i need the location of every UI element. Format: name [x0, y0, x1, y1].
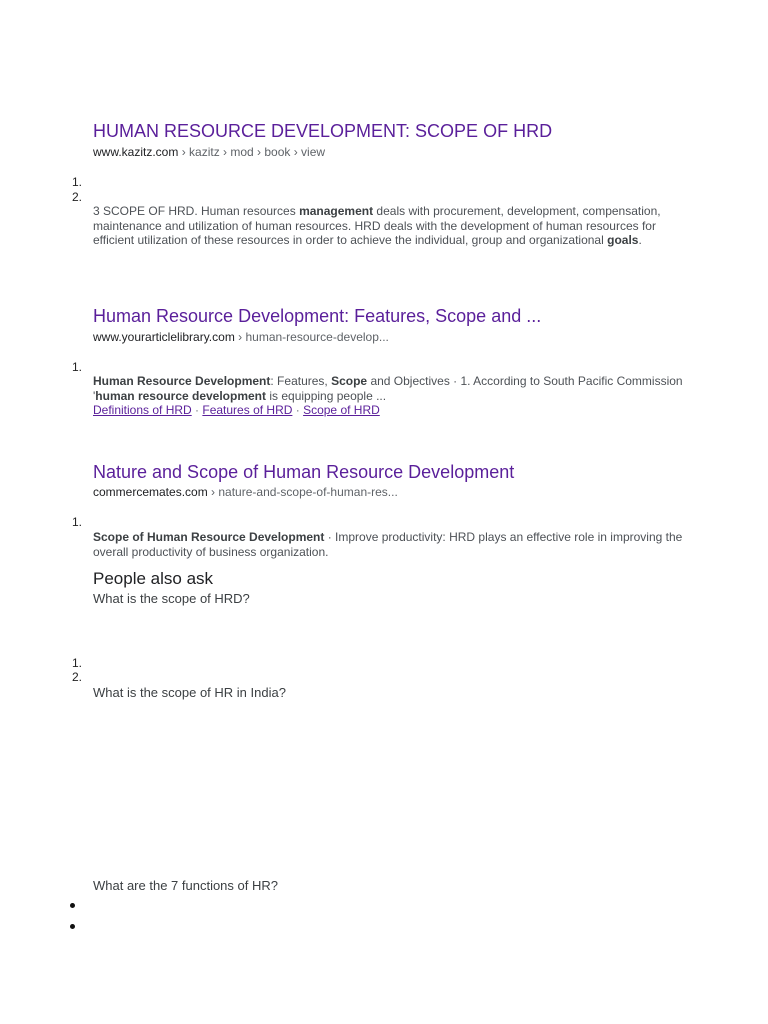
snippet-keyword: goals [607, 233, 639, 248]
snippet-keyword: human resource development [95, 388, 267, 403]
result-1-path: › kazitz › mod › book › view [178, 145, 326, 159]
result-1-title-link[interactable]: HUMAN RESOURCE DEVELOPMENT: SCOPE OF HRD [93, 121, 553, 141]
result-3-path: › nature-and-scope-of-human-res... [207, 485, 398, 499]
bullet-point [70, 903, 75, 908]
sitelink-features-of-hrd[interactable]: Features of HRD [202, 403, 293, 417]
bullet-point [70, 924, 75, 929]
result-3-snippet [93, 530, 683, 559]
question-1-marker-1: 1. [72, 656, 83, 670]
question-scope-of-hr-india[interactable]: What is the scope of HR in India? [93, 685, 286, 700]
sitelink-definitions-of-hrd[interactable]: Definitions of HRD [93, 403, 192, 417]
sitelink-separator: · [191, 403, 203, 417]
snippet-text: · Improve productivity: HRD plays an effective role in improving the overall productivity of business organization. [93, 530, 683, 559]
result-2-path: › human-resource-develop... [234, 330, 389, 344]
question-7-functions-of-hr[interactable]: What are the 7 functions of HR? [93, 878, 278, 893]
snippet-text: is equipping people ... [266, 388, 387, 403]
result-3-marker-1: 1. [72, 515, 83, 529]
result-1-marker-2: 2. [72, 190, 83, 204]
result-1-domain: www.kazitz.com [93, 145, 179, 159]
result-1-url [93, 144, 325, 160]
result-2-marker-1: 1. [72, 360, 83, 374]
question-1-marker-2: 2. [72, 670, 83, 684]
snippet-keyword: Scope [331, 374, 368, 388]
snippet-text: : Features, [270, 374, 332, 388]
result-2-title-link[interactable]: Human Resource Development: Features, Scope and ... [93, 306, 542, 326]
result-3-title-link[interactable]: Nature and Scope of Human Resource Development [93, 462, 515, 482]
people-also-ask-heading: People also ask [93, 569, 214, 588]
snippet-keyword: Scope of Human Resource Development [93, 530, 325, 544]
result-2-url [93, 329, 389, 345]
result-2-snippet [93, 374, 683, 403]
sitelink-separator: · [292, 403, 304, 417]
question-scope-of-hrd[interactable]: What is the scope of HRD? [93, 591, 250, 606]
result-2-domain: www.yourarticlelibrary.com [93, 330, 235, 344]
result-3-url [93, 484, 398, 500]
snippet-text: and Objectives · 1. According to South Pacific Commission ' [93, 374, 683, 403]
result-1-snippet [93, 204, 683, 248]
result-1-marker-1: 1. [72, 175, 83, 189]
snippet-keyword: management [299, 204, 374, 218]
sitelink-scope-of-hrd[interactable]: Scope of HRD [303, 403, 380, 417]
result-2-sitelinks [93, 403, 380, 417]
snippet-keyword: Human Resource Development [93, 374, 271, 388]
snippet-text: . [638, 233, 642, 248]
result-3-domain: commercemates.com [93, 485, 208, 499]
snippet-text: deals with procurement, development, compensation, maintenance and utilization of human resources. HRD deals with the development of human resources for efficient utilization of these resources in order to achieve the individual, group and organizational [93, 204, 661, 248]
snippet-text: 3 SCOPE OF HRD. Human resources [93, 204, 300, 218]
